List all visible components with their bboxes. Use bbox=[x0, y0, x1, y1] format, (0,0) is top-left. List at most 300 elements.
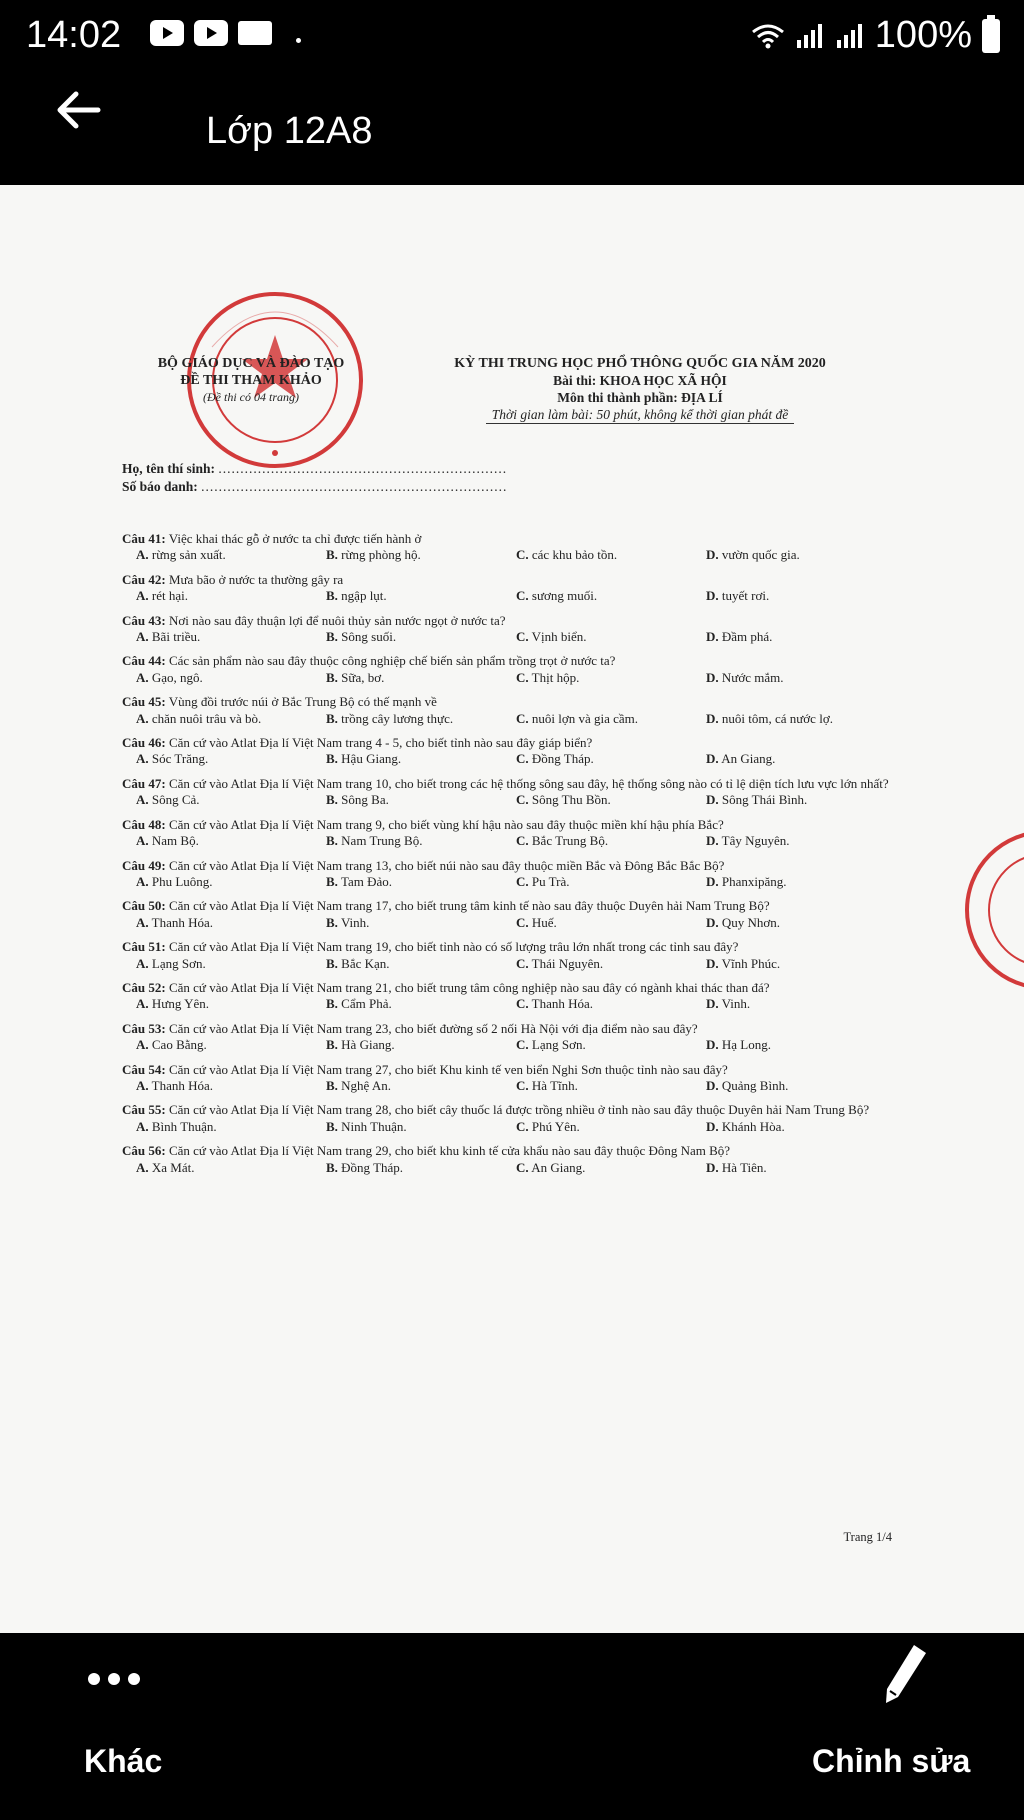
option-letter: A. bbox=[136, 751, 149, 767]
answer-option bbox=[326, 956, 516, 972]
answer-options bbox=[122, 1078, 898, 1094]
answer-option bbox=[706, 711, 896, 727]
option-text: sương muối. bbox=[531, 588, 598, 604]
option-letter: B. bbox=[326, 1037, 338, 1053]
question-text bbox=[122, 817, 898, 833]
option-text: An Giang. bbox=[721, 751, 776, 767]
question-item bbox=[122, 817, 898, 850]
question-text bbox=[122, 898, 898, 914]
option-letter: B. bbox=[326, 588, 338, 604]
option-text: Tây Nguyên. bbox=[721, 833, 790, 849]
answer-option bbox=[516, 1078, 706, 1094]
option-text: rừng sản xuất. bbox=[151, 547, 226, 563]
question-text bbox=[122, 776, 898, 792]
answer-option bbox=[706, 996, 896, 1012]
answer-option bbox=[326, 588, 516, 604]
question-number: Câu 42: bbox=[122, 571, 166, 587]
option-text: Cao Bằng. bbox=[151, 1037, 207, 1053]
option-letter: C. bbox=[516, 996, 529, 1012]
answer-option bbox=[136, 996, 326, 1012]
status-time: 14:02 bbox=[26, 14, 122, 56]
candidate-name-label: Họ, tên thí sinh: bbox=[122, 461, 216, 476]
option-letter: C. bbox=[516, 1037, 529, 1053]
youtube-icon bbox=[150, 20, 184, 46]
answer-option bbox=[706, 956, 896, 972]
answer-option bbox=[516, 792, 706, 808]
option-text: Sông Cả. bbox=[151, 792, 200, 808]
question-text bbox=[122, 653, 898, 669]
option-text: Thanh Hóa. bbox=[531, 996, 594, 1012]
option-letter: D. bbox=[706, 629, 719, 645]
option-letter: D. bbox=[706, 1159, 719, 1175]
option-letter: D. bbox=[706, 833, 719, 849]
option-letter: C. bbox=[516, 1159, 529, 1175]
answer-option bbox=[706, 588, 896, 604]
option-text: Đồng Tháp. bbox=[341, 1159, 404, 1175]
option-letter: C. bbox=[516, 792, 529, 808]
question-item bbox=[122, 613, 898, 646]
question-number: Câu 44: bbox=[122, 653, 166, 669]
option-text: Bình Thuận. bbox=[151, 1118, 217, 1134]
seal-stamp-edge bbox=[960, 825, 1024, 995]
option-letter: C. bbox=[516, 833, 529, 849]
option-text: Vịnh biển. bbox=[531, 629, 587, 645]
question-text bbox=[122, 1102, 898, 1118]
question-number: Câu 43: bbox=[122, 612, 166, 628]
option-text: Thanh Hóa. bbox=[151, 914, 214, 930]
question-number: Câu 53: bbox=[122, 1020, 166, 1036]
option-letter: C. bbox=[516, 955, 529, 971]
question-stem: Căn cứ vào Atlat Địa lí Việt Nam trang 23, cho biết đường số 2 nối Hà Nội với địa điểm nào sau đây? bbox=[168, 1020, 698, 1036]
option-text: Pu Trà. bbox=[531, 873, 570, 889]
option-text: Hậu Giang. bbox=[341, 751, 402, 767]
option-text: Sông Thu Bồn. bbox=[531, 792, 611, 808]
option-text: Cẩm Phả. bbox=[341, 996, 392, 1012]
option-letter: A. bbox=[136, 792, 149, 808]
answer-options bbox=[122, 588, 898, 604]
question-number: Câu 51: bbox=[122, 939, 166, 955]
question-stem: Căn cứ vào Atlat Địa lí Việt Nam trang 4 - 5, cho biết tỉnh nào sau đây giáp biển? bbox=[168, 735, 593, 751]
answer-options bbox=[122, 1119, 898, 1135]
answer-option bbox=[516, 833, 706, 849]
option-letter: D. bbox=[706, 955, 719, 971]
option-text: Sông suối. bbox=[341, 629, 397, 645]
question-number: Câu 47: bbox=[122, 775, 166, 791]
question-item bbox=[122, 776, 898, 809]
option-letter: D. bbox=[706, 996, 719, 1012]
option-text: Lạng Sơn. bbox=[531, 1037, 586, 1053]
option-text: Hà Tĩnh. bbox=[531, 1077, 578, 1093]
answer-option bbox=[706, 751, 896, 767]
option-text: nuôi tôm, cá nước lợ. bbox=[721, 710, 833, 726]
question-item bbox=[122, 1062, 898, 1095]
page-title: Lớp 12A8 bbox=[206, 110, 373, 152]
option-text: Hạ Long. bbox=[721, 1037, 771, 1053]
option-letter: A. bbox=[136, 1118, 149, 1134]
option-text: Sông Thái Bình. bbox=[721, 792, 808, 808]
answer-option bbox=[516, 874, 706, 890]
option-letter: B. bbox=[326, 710, 338, 726]
answer-options bbox=[122, 915, 898, 931]
page-number: Trang 1/4 bbox=[843, 1530, 892, 1544]
answer-option bbox=[516, 915, 706, 931]
question-text bbox=[122, 939, 898, 955]
option-text: Đồng Tháp. bbox=[531, 751, 594, 767]
option-letter: A. bbox=[136, 833, 149, 849]
option-letter: B. bbox=[326, 792, 338, 808]
app-bar bbox=[0, 56, 1024, 166]
option-text: Hưng Yên. bbox=[151, 996, 210, 1012]
option-text: vườn quốc gia. bbox=[721, 547, 800, 563]
question-stem: Vùng đồi trước núi ở Bắc Trung Bộ có thế mạnh về bbox=[168, 694, 437, 710]
option-text: Sữa, bơ. bbox=[341, 669, 385, 685]
option-text: Nước mắm. bbox=[721, 669, 784, 685]
youtube-icon bbox=[194, 20, 228, 46]
answer-option bbox=[706, 547, 896, 563]
option-text: Đầm phá. bbox=[721, 629, 773, 645]
option-letter: D. bbox=[706, 914, 719, 930]
notification-icons bbox=[150, 20, 301, 46]
question-number: Câu 41: bbox=[122, 531, 166, 546]
question-item bbox=[122, 531, 898, 564]
option-text: Phanxipăng. bbox=[721, 873, 787, 889]
question-stem: Việc khai thác gỗ ở nước ta chỉ được tiến hành ở bbox=[168, 531, 422, 546]
system-indicators bbox=[751, 14, 1000, 57]
page-count-note: (Đề thi có 04 trang) bbox=[203, 390, 299, 404]
answer-options bbox=[122, 751, 898, 767]
wifi-icon bbox=[751, 22, 785, 50]
question-stem: Căn cứ vào Atlat Địa lí Việt Nam trang 28, cho biết cây thuốc lá được trồng nhiều ở tỉnh nào sau đây thuộc Duyên hải Nam Trung Bộ? bbox=[168, 1102, 870, 1118]
option-letter: A. bbox=[136, 588, 149, 604]
answer-option bbox=[326, 711, 516, 727]
option-text: Sông Ba. bbox=[341, 792, 389, 808]
option-text: các khu bảo tồn. bbox=[531, 547, 618, 563]
question-item bbox=[122, 858, 898, 891]
answer-option bbox=[326, 629, 516, 645]
answer-option bbox=[326, 833, 516, 849]
question-stem: Căn cứ vào Atlat Địa lí Việt Nam trang 29, cho biết khu kinh tế cửa khẩu nào sau đây thuộc Đông Nam Bộ? bbox=[168, 1143, 731, 1159]
question-number: Câu 55: bbox=[122, 1102, 166, 1118]
option-letter: A. bbox=[136, 1037, 149, 1053]
option-letter: B. bbox=[326, 873, 338, 889]
option-letter: C. bbox=[516, 588, 529, 604]
option-text: Ninh Thuận. bbox=[341, 1118, 407, 1134]
answer-option bbox=[136, 1160, 326, 1176]
option-text: nuôi lợn và gia cầm. bbox=[531, 710, 639, 726]
battery-percent: 100% bbox=[874, 14, 972, 56]
answer-option bbox=[706, 1160, 896, 1176]
option-letter: B. bbox=[326, 914, 338, 930]
more-notifications-dot-icon bbox=[296, 38, 301, 43]
answer-option bbox=[516, 547, 706, 563]
option-text: Nghệ An. bbox=[341, 1077, 392, 1093]
option-letter: A. bbox=[136, 629, 149, 645]
option-letter: D. bbox=[706, 751, 719, 767]
document-image bbox=[0, 185, 1024, 1633]
answer-option bbox=[136, 792, 326, 808]
option-text: tuyết rơi. bbox=[721, 588, 770, 604]
answer-option bbox=[326, 1078, 516, 1094]
option-text: Khánh Hòa. bbox=[721, 1118, 785, 1134]
answer-option bbox=[516, 1119, 706, 1135]
option-letter: A. bbox=[136, 547, 149, 563]
answer-option bbox=[136, 1037, 326, 1053]
option-text: Nam Bộ. bbox=[151, 833, 199, 849]
answer-option bbox=[516, 711, 706, 727]
question-item bbox=[122, 980, 898, 1013]
answer-options bbox=[122, 833, 898, 849]
option-text: Vinh. bbox=[340, 914, 370, 930]
option-text: Xa Mát. bbox=[151, 1159, 195, 1175]
question-stem: Nơi nào sau đây thuận lợi để nuôi thủy sản nước ngọt ở nước ta? bbox=[168, 612, 506, 628]
folder-icon bbox=[238, 21, 272, 45]
answer-option bbox=[326, 751, 516, 767]
option-text: chăn nuôi trâu và bò. bbox=[151, 710, 262, 726]
answer-option bbox=[516, 996, 706, 1012]
exam-type: ĐỀ THI THAM KHẢO bbox=[180, 373, 322, 388]
question-item bbox=[122, 694, 898, 727]
answer-option bbox=[326, 1037, 516, 1053]
answer-option bbox=[516, 751, 706, 767]
answer-option bbox=[326, 1119, 516, 1135]
option-text: Vĩnh Phúc. bbox=[721, 955, 781, 971]
option-letter: D. bbox=[706, 710, 719, 726]
option-letter: D. bbox=[706, 792, 719, 808]
answer-option bbox=[136, 670, 326, 686]
question-stem: Mưa bão ở nước ta thường gây ra bbox=[168, 571, 344, 587]
option-letter: C. bbox=[516, 873, 529, 889]
option-letter: C. bbox=[516, 914, 529, 930]
option-letter: D. bbox=[706, 547, 719, 563]
issuer-header bbox=[126, 355, 376, 406]
option-text: Sóc Trăng. bbox=[151, 751, 209, 767]
answer-options bbox=[122, 956, 898, 972]
candidate-id-label: Số báo danh: bbox=[122, 479, 198, 494]
option-letter: D. bbox=[706, 588, 719, 604]
question-stem: Căn cứ vào Atlat Địa lí Việt Nam trang 17, cho biết trung tâm kinh tế nào sau đây thuộc Duyên hải Nam Trung Bộ? bbox=[168, 898, 770, 914]
answer-option bbox=[136, 711, 326, 727]
question-text bbox=[122, 980, 898, 996]
option-letter: C. bbox=[516, 751, 529, 767]
question-text bbox=[122, 1062, 898, 1078]
option-text: rừng phòng hộ. bbox=[341, 547, 421, 563]
question-text bbox=[122, 531, 898, 547]
pencil-edit-icon[interactable] bbox=[878, 1641, 932, 1707]
option-letter: C. bbox=[516, 547, 529, 563]
option-letter: B. bbox=[326, 547, 338, 563]
answer-option bbox=[516, 588, 706, 604]
option-letter: D. bbox=[706, 873, 719, 889]
option-text: Tam Đảo. bbox=[340, 873, 393, 889]
answer-option bbox=[326, 874, 516, 890]
option-text: Thanh Hóa. bbox=[151, 1077, 214, 1093]
option-letter: B. bbox=[326, 629, 338, 645]
answer-option bbox=[326, 915, 516, 931]
option-letter: D. bbox=[706, 1118, 719, 1134]
answer-option bbox=[326, 792, 516, 808]
question-text bbox=[122, 613, 898, 629]
answer-option bbox=[326, 996, 516, 1012]
exam-duration: Thời gian làm bài: 50 phút, không kể thời gian phát đề bbox=[486, 406, 794, 424]
option-text: Phu Luông. bbox=[151, 873, 213, 889]
answer-option bbox=[706, 629, 896, 645]
question-stem: Căn cứ vào Atlat Địa lí Việt Nam trang 19, cho biết tỉnh nào có số lượng trâu lớn nhất trong các tỉnh sau đây? bbox=[168, 939, 739, 955]
answer-option bbox=[706, 670, 896, 686]
answer-options bbox=[122, 874, 898, 890]
answer-option bbox=[136, 874, 326, 890]
exam-header bbox=[395, 355, 885, 424]
option-text: Phú Yên. bbox=[531, 1118, 580, 1134]
option-text: Thái Nguyên. bbox=[531, 955, 604, 971]
question-text bbox=[122, 694, 898, 710]
option-text: Thịt hộp. bbox=[531, 669, 580, 685]
question-text bbox=[122, 735, 898, 751]
answer-option bbox=[136, 751, 326, 767]
question-number: Câu 50: bbox=[122, 898, 166, 914]
option-letter: C. bbox=[516, 1118, 529, 1134]
answer-option bbox=[516, 1037, 706, 1053]
answer-option bbox=[516, 629, 706, 645]
back-arrow-icon[interactable] bbox=[52, 84, 104, 136]
edit-button[interactable]: Chỉnh sửa bbox=[812, 1743, 971, 1779]
answer-option bbox=[516, 956, 706, 972]
candidate-name-dots: .................................................................. bbox=[218, 461, 508, 476]
option-text: Bắc Kạn. bbox=[341, 955, 390, 971]
option-letter: A. bbox=[136, 955, 149, 971]
option-letter: B. bbox=[326, 833, 338, 849]
question-text bbox=[122, 1021, 898, 1037]
more-button[interactable]: Khác bbox=[84, 1743, 163, 1779]
question-number: Câu 49: bbox=[122, 857, 166, 873]
answer-option bbox=[136, 833, 326, 849]
signal-icon bbox=[835, 22, 865, 50]
question-stem: Căn cứ vào Atlat Địa lí Việt Nam trang 13, cho biết núi nào sau đây thuộc miền Bắc và Đông Bắc Bắc Bộ? bbox=[168, 857, 725, 873]
option-letter: A. bbox=[136, 873, 149, 889]
option-text: An Giang. bbox=[531, 1159, 586, 1175]
option-letter: B. bbox=[326, 955, 338, 971]
exam-title: KỲ THI TRUNG HỌC PHỔ THÔNG QUỐC GIA NĂM 2020 bbox=[454, 356, 826, 371]
answer-option bbox=[136, 588, 326, 604]
question-text bbox=[122, 572, 898, 588]
option-letter: C. bbox=[516, 669, 529, 685]
answer-option bbox=[706, 833, 896, 849]
ministry-name: BỘ GIÁO DỤC VÀ ĐÀO TẠO bbox=[157, 356, 345, 371]
option-letter: D. bbox=[706, 1077, 719, 1093]
option-text: Bắc Trung Bộ. bbox=[531, 833, 609, 849]
option-letter: D. bbox=[706, 1037, 719, 1053]
battery-icon bbox=[982, 19, 1000, 53]
option-letter: A. bbox=[136, 914, 149, 930]
question-item bbox=[122, 1102, 898, 1135]
answer-option bbox=[706, 1078, 896, 1094]
option-letter: D. bbox=[706, 669, 719, 685]
bottom-action-bar bbox=[0, 1633, 1024, 1820]
candidate-info bbox=[122, 460, 507, 496]
option-text: Hà Tiên. bbox=[721, 1159, 767, 1175]
answer-options bbox=[122, 670, 898, 686]
option-letter: C. bbox=[516, 1077, 529, 1093]
option-letter: C. bbox=[516, 629, 529, 645]
question-number: Câu 56: bbox=[122, 1143, 166, 1159]
answer-option bbox=[706, 915, 896, 931]
answer-option bbox=[516, 1160, 706, 1176]
exam-subject: Bài thi: KHOA HỌC XÃ HỘI bbox=[553, 373, 727, 388]
answer-options bbox=[122, 1037, 898, 1053]
option-letter: B. bbox=[326, 1118, 338, 1134]
option-text: Bãi triều. bbox=[151, 629, 201, 645]
answer-option bbox=[326, 547, 516, 563]
question-number: Câu 48: bbox=[122, 816, 166, 832]
answer-option bbox=[326, 670, 516, 686]
question-text bbox=[122, 1143, 898, 1159]
question-stem: Các sản phẩm nào sau đây thuộc công nghiệp chế biến sản phẩm trồng trọt ở nước ta? bbox=[168, 653, 616, 669]
option-letter: B. bbox=[326, 996, 338, 1012]
answer-option bbox=[326, 1160, 516, 1176]
more-options-icon[interactable] bbox=[88, 1673, 140, 1685]
question-number: Câu 45: bbox=[122, 694, 166, 710]
signal-icon bbox=[795, 22, 825, 50]
question-item bbox=[122, 939, 898, 972]
question-stem: Căn cứ vào Atlat Địa lí Việt Nam trang 10, cho biết trong các hệ thống sông sau đây, hệ thống sông nào có tỉ lệ diện tích lưu vực lớn nhất? bbox=[168, 775, 889, 791]
question-item bbox=[122, 1021, 898, 1054]
question-stem: Căn cứ vào Atlat Địa lí Việt Nam trang 27, cho biết Khu kinh tế ven biển Nghi Sơn thuộc tỉnh nào sau đây? bbox=[168, 1061, 728, 1077]
question-item bbox=[122, 898, 898, 931]
answer-option bbox=[136, 547, 326, 563]
question-item bbox=[122, 1143, 898, 1176]
answer-option bbox=[136, 1078, 326, 1094]
option-text: Quảng Bình. bbox=[721, 1077, 789, 1093]
option-letter: A. bbox=[136, 1077, 149, 1093]
answer-option bbox=[706, 1119, 896, 1135]
answer-option bbox=[136, 629, 326, 645]
answer-option bbox=[706, 874, 896, 890]
option-text: Huế. bbox=[531, 914, 557, 930]
answer-options bbox=[122, 792, 898, 808]
option-letter: A. bbox=[136, 669, 149, 685]
answer-options bbox=[122, 1160, 898, 1176]
option-letter: B. bbox=[326, 1077, 338, 1093]
option-letter: A. bbox=[136, 1159, 149, 1175]
question-number: Câu 46: bbox=[122, 735, 166, 751]
option-letter: A. bbox=[136, 996, 149, 1012]
answer-option bbox=[706, 792, 896, 808]
option-text: Nam Trung Bộ. bbox=[341, 833, 423, 849]
question-stem: Căn cứ vào Atlat Địa lí Việt Nam trang 21, cho biết trung tâm công nghiệp nào sau đây có ngành khai thác than đá? bbox=[168, 979, 770, 995]
option-text: Quy Nhơn. bbox=[721, 914, 781, 930]
option-text: ngập lụt. bbox=[341, 588, 387, 604]
answer-option bbox=[136, 956, 326, 972]
option-text: Gạo, ngô. bbox=[151, 669, 203, 685]
option-text: rét hại. bbox=[151, 588, 188, 604]
question-text bbox=[122, 858, 898, 874]
question-stem: Căn cứ vào Atlat Địa lí Việt Nam trang 9, cho biết vùng khí hậu nào sau đây thuộc miền khí hậu phía Bắc? bbox=[168, 816, 724, 832]
question-number: Câu 54: bbox=[122, 1061, 166, 1077]
answer-options bbox=[122, 996, 898, 1012]
option-letter: B. bbox=[326, 1159, 338, 1175]
answer-option bbox=[516, 670, 706, 686]
option-letter: C. bbox=[516, 710, 529, 726]
answer-option bbox=[136, 915, 326, 931]
question-item bbox=[122, 735, 898, 768]
option-text: Hà Giang. bbox=[341, 1037, 395, 1053]
question-number: Câu 52: bbox=[122, 979, 166, 995]
candidate-id-dots: ...................................................................... bbox=[201, 479, 508, 494]
answer-options bbox=[122, 711, 898, 727]
question-item bbox=[122, 653, 898, 686]
option-letter: B. bbox=[326, 669, 338, 685]
option-letter: A. bbox=[136, 710, 149, 726]
option-text: trồng cây lương thực. bbox=[341, 710, 454, 726]
